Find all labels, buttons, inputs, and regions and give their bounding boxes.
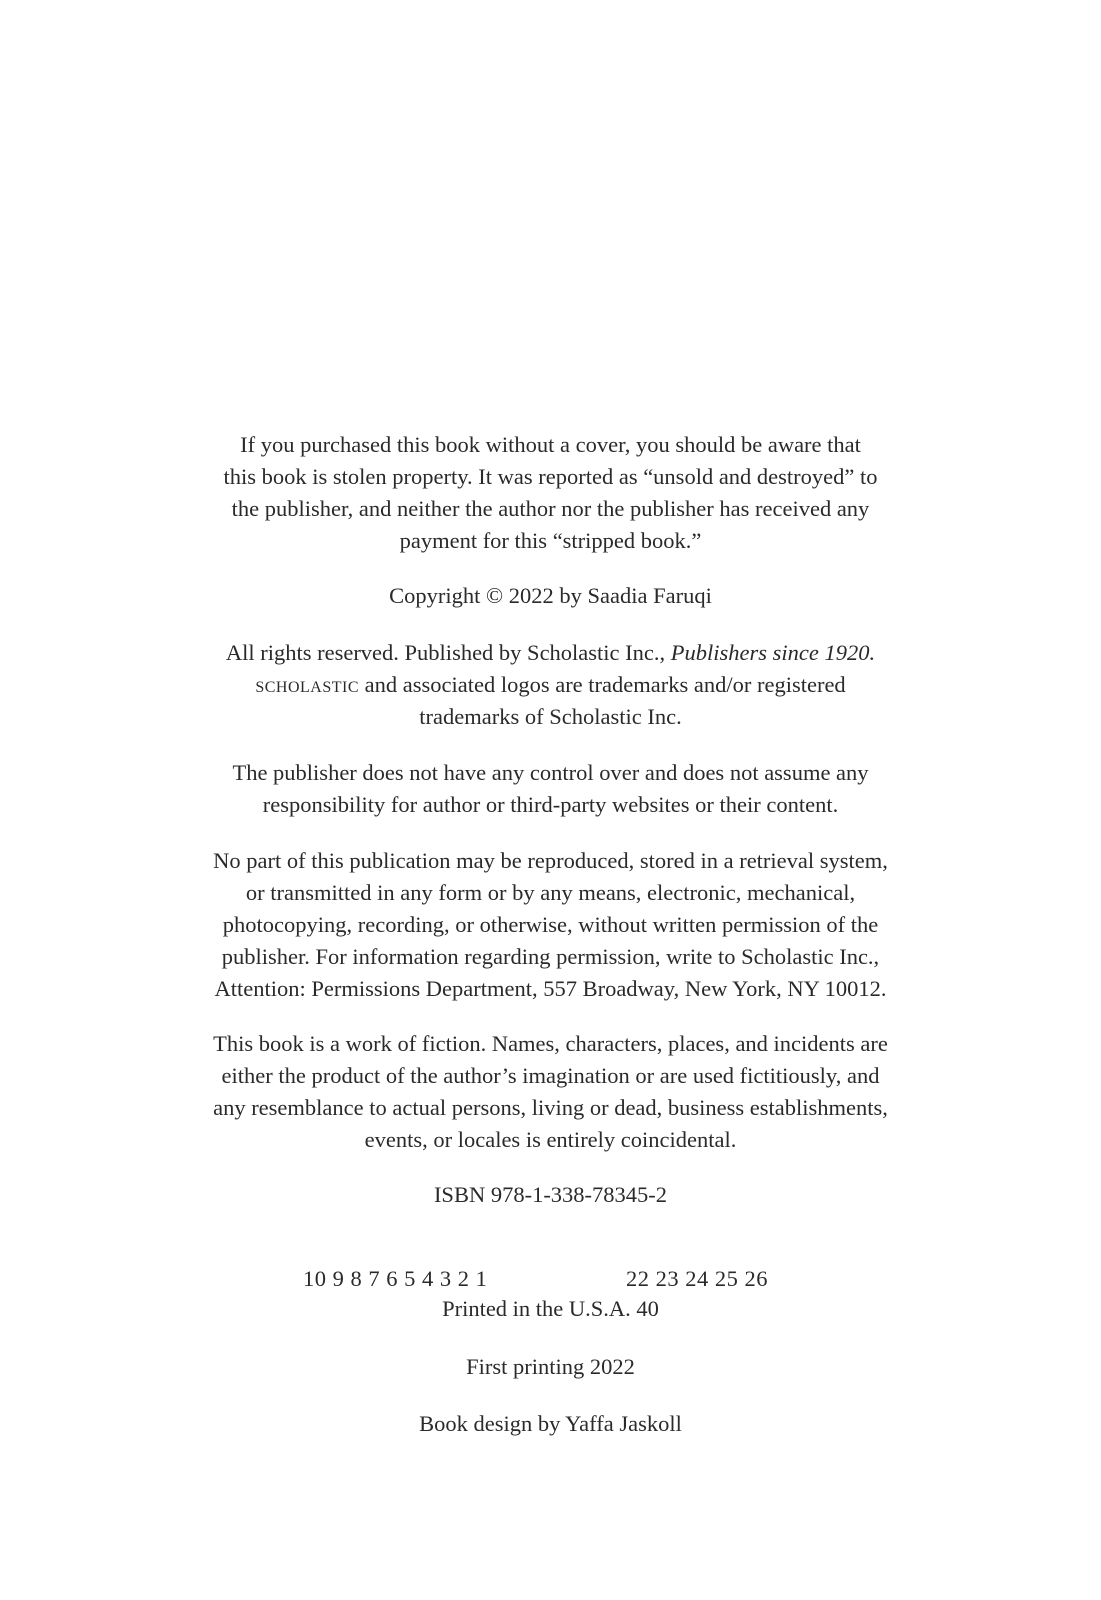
- rights-reserved: [0, 637, 1101, 733]
- reproduction-line: publisher. For information regarding permission, write to Scholastic Inc.,: [221, 944, 880, 969]
- copyright-line: Copyright © 2022 by Saadia Faruqi: [389, 583, 712, 608]
- rights-text: All rights reserved. Published by Scholastic Inc.,: [225, 640, 666, 665]
- disclaimer-line: responsibility for author or third-party websites or their content.: [262, 792, 839, 817]
- websites-disclaimer: [0, 757, 1101, 821]
- fiction-line: events, or locales is entirely coincidental.: [364, 1127, 737, 1152]
- disclaimer-line: The publisher does not have any control over and does not assume any: [232, 760, 869, 785]
- rights-line-2: [0, 669, 1101, 701]
- fiction-line: any resemblance to actual persons, living or dead, business establishments,: [213, 1095, 888, 1120]
- scholastic-trademark: scholastic: [255, 672, 359, 697]
- publishers-since: Publishers since 1920.: [670, 640, 876, 665]
- first-printing: First printing 2022: [466, 1354, 635, 1379]
- notice-line: the publisher, and neither the author nor the publisher has received any: [231, 496, 870, 521]
- notice-line: this book is stolen property. It was reported as “unsold and destroyed” to: [223, 464, 878, 489]
- rights-line-1: [0, 637, 1101, 669]
- rights-line-3: trademarks of Scholastic Inc.: [419, 704, 682, 729]
- reproduction-line: Attention: Permissions Department, 557 Broadway, New York, NY 10012.: [214, 976, 887, 1001]
- trademark-text: and associated logos are trademarks and/or registered: [364, 672, 846, 697]
- printing-numbers: 10 9 8 7 6 5 4 3 2 1: [303, 1266, 488, 1291]
- printed-in: Printed in the U.S.A. 40: [442, 1296, 659, 1321]
- reproduction-line: No part of this publication may be reproduced, stored in a retrieval system,: [213, 848, 888, 873]
- notice-line: If you purchased this book without a cover, you should be aware that: [240, 432, 861, 457]
- reproduction-line: photocopying, recording, or otherwise, without written permission of the: [222, 912, 879, 937]
- book-design-credit: Book design by Yaffa Jaskoll: [419, 1411, 682, 1436]
- fiction-notice: [0, 1028, 1101, 1156]
- year-numbers: 22 23 24 25 26: [626, 1266, 768, 1291]
- fiction-line: either the product of the author’s imagination or are used fictitiously, and: [221, 1063, 880, 1088]
- stripped-book-notice: [0, 429, 1101, 557]
- isbn: ISBN 978-1-338-78345-2: [433, 1182, 668, 1207]
- notice-line: payment for this “stripped book.”: [399, 528, 702, 553]
- reproduction-line: or transmitted in any form or by any means, electronic, mechanical,: [245, 880, 856, 905]
- reproduction-notice: [0, 845, 1101, 1005]
- fiction-line: This book is a work of fiction. Names, characters, places, and incidents are: [213, 1031, 888, 1056]
